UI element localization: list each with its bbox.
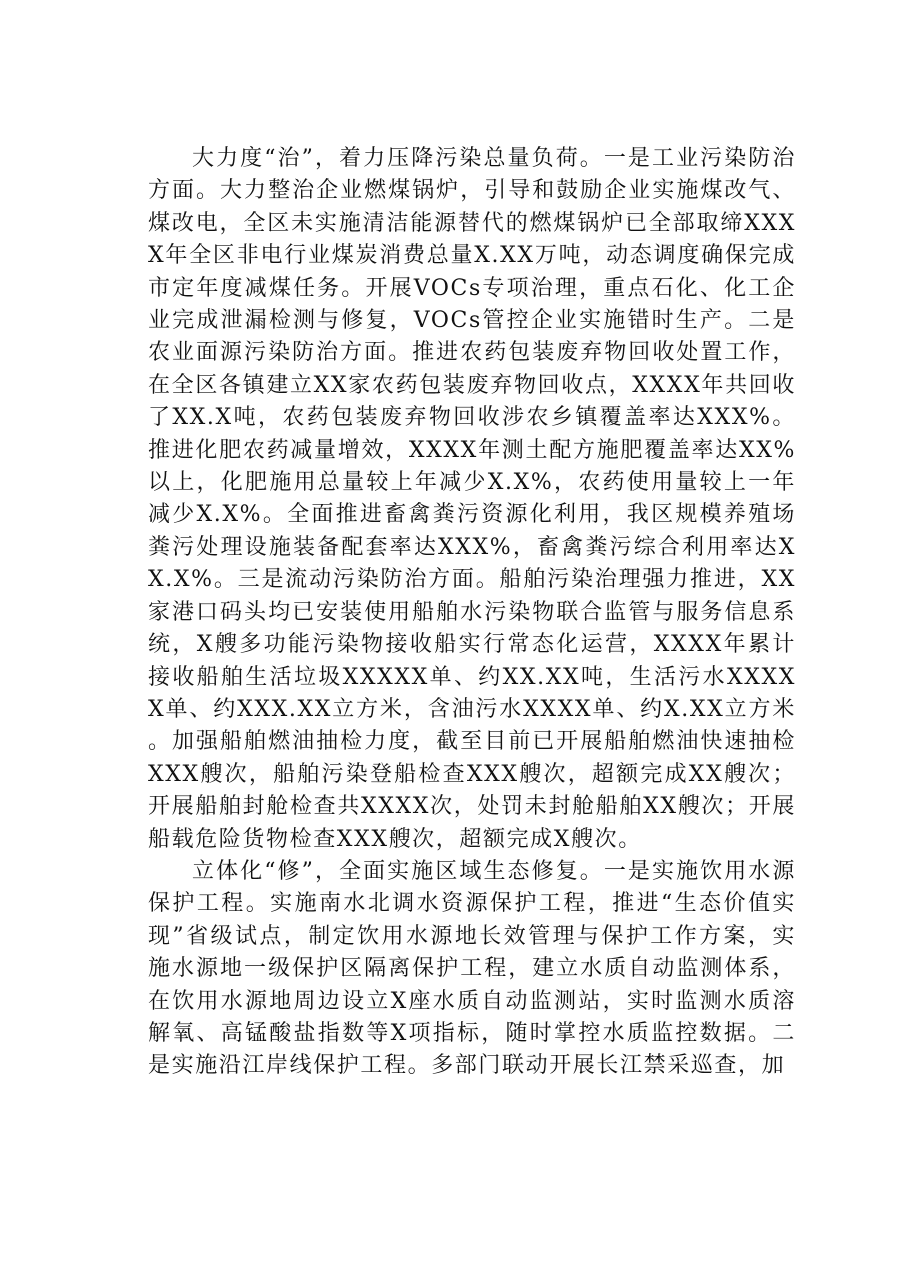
paragraph-pollution-control: 大力度“治”，着力压降污染总量负荷。一是工业污染防治方面。大力整治企业燃煤锅炉，引导和鼓励企业实施煤改气、煤改电，全区未实施清洁能源替代的燃煤锅炉已全部取缔XXXX年全区非电行业煤炭消费总量X.XX万吨，动态调度确保完成市定年度减煤任务。开展VOCs专项治理，重点石化、化工企业完成泄漏检测与修复，VOCs管控企业实施错时生产。二是农业面源污染防治方面。推进农药包装废弃物回收处置工作，在全区各镇建立XX家农药包装废弃物回收点，XXXX年共回收了XX.X吨，农药包装废弃物回收涉农乡镇覆盖率达XXX%。推进化肥农药减量增效，XXXX年测土配方施肥覆盖率达XX%以上，化肥施用总量较上年减少X.X%，农药使用量较上一年减少X.X%。全面推进畜禽粪污资源化利用，我区规模养殖场粪污处理设施装备配套率达XXX%，畜禽粪污综合利用率达XX.X%。三是流动污染防治方面。船舶污染治理强力推进，XX家港口码头均已安装使用船舶水污染物联合监管与服务信息系统，X艘多功能污染物接收船实行常态化运营，XXXX年累计接收船舶生活垃圾XXXXX单、约XX.XX吨，生活污水XXXXX单、约XXX.XX立方米，含油污水XXXX单、约X.XX立方米。加强船舶燃油抽检力度，截至目前已开展船舶燃油快速抽检XXX艘次，船舶污染登船检查XXX艘次，超额完成XX艘次；开展船舶封舱检查共XXXX次，处罚未封舱船舶XX艘次；开展船载危险货物检查XXX艘次，超额完成X艘次。: [148, 146, 796, 852]
paragraph-ecological-restoration: 立体化“修”，全面实施区域生态修复。一是实施饮用水源保护工程。实施南水北调水资源保护工程，推进“生态价值实现”省级试点，制定饮用水源地长效管理与保护工作方案，实施水源地一级保护区隔离保护工程，建立水质自动监测体系，在饮用水源地周边设立X座水质自动监测站，实时监测水质溶解氧、高锰酸盐指数等X项指标，随时掌控水质监控数据。二是实施沿江岸线保护工程。多部门联动开展长江禁采巡查，加: [148, 858, 796, 1079]
document-body: [148, 143, 796, 1083]
